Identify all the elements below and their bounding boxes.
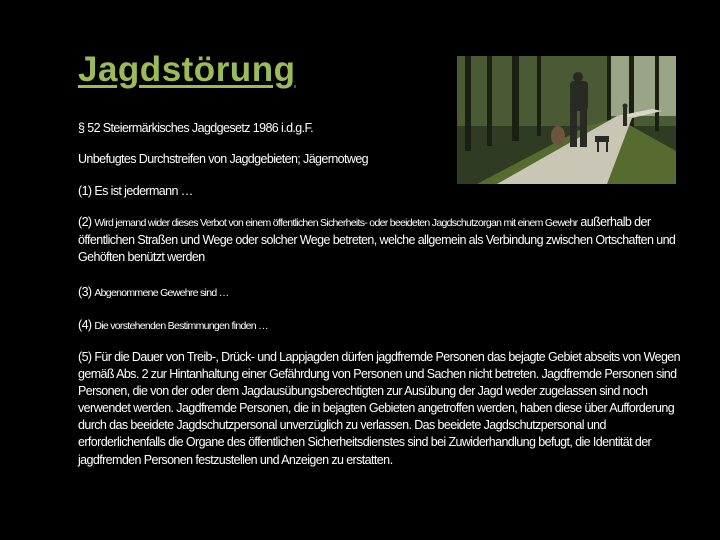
law-reference: § 52 Steiermärkisches Jagdgesetz 1986 i.d.g.F. xyxy=(78,121,314,135)
paragraph-4-number: (4) xyxy=(78,318,92,332)
paragraph-2-lead: Wird jemand wider dieses Verbot von einem öffentlichen Sicherheits- oder beeideten Jagdschutzorgan mit einem Gewehr xyxy=(94,217,578,229)
paragraph-5 xyxy=(78,349,680,469)
paragraph-1: (1) Es ist jedermann … xyxy=(78,184,193,198)
section-heading: Unbefugtes Durchstreifen von Jagdgebieten; Jägernotweg xyxy=(78,152,369,166)
paragraph-2-body: außerhalb der öffentlichen Straßen und Wege oder solcher Wege betreten, welche allgemein als Verbindung zwischen Ortschaften und Gehöften benützt werden xyxy=(78,215,676,264)
paragraph-3-number: (3) xyxy=(78,285,92,299)
paragraph-2-number: (2) xyxy=(78,215,92,229)
paragraph-5-body: (5) Für die Dauer von Treib-, Drück- und Lappjagden dürfen jagdfremde Personen das bejagte Gebiet abseits von Wegen gemäß Abs. 2 zur Hintanhaltung einer Gefährdung von Personen und Sachen nicht betreten. Jagdfremde Personen sind Personen, die von der oder dem Jagdausübungsberechtigten zur Ausübung der Jagd weder zugelassen sind noch verwendet werden. Jagdfremde Personen, die in bejagten Gebieten angetroffen werden, haben diese über Aufforderung durch das beeidete Jagdschutzpersonal unverzüglich zu verlassen. Das beeidete Jagdschutzpersonal und erforderlichenfalls die Organe des öffentlichen Sicherheitsdienstes sind bei Zuwiderhandlung befugt, die Identität der jagdfremden Personen festzustellen und Anzeigen zu erstatten xyxy=(78,350,680,467)
slide-title: Jagdstörung xyxy=(78,50,296,89)
paragraph-2 xyxy=(78,214,680,266)
paragraph-3 xyxy=(78,284,680,302)
paragraph-4-body: Die vorstehenden Bestimmungen finden … xyxy=(94,320,268,332)
paragraph-4 xyxy=(78,317,680,335)
paragraph-5-end: . xyxy=(389,451,393,467)
paragraph-3-body: Abgenommene Gewehre sind … xyxy=(94,287,229,299)
